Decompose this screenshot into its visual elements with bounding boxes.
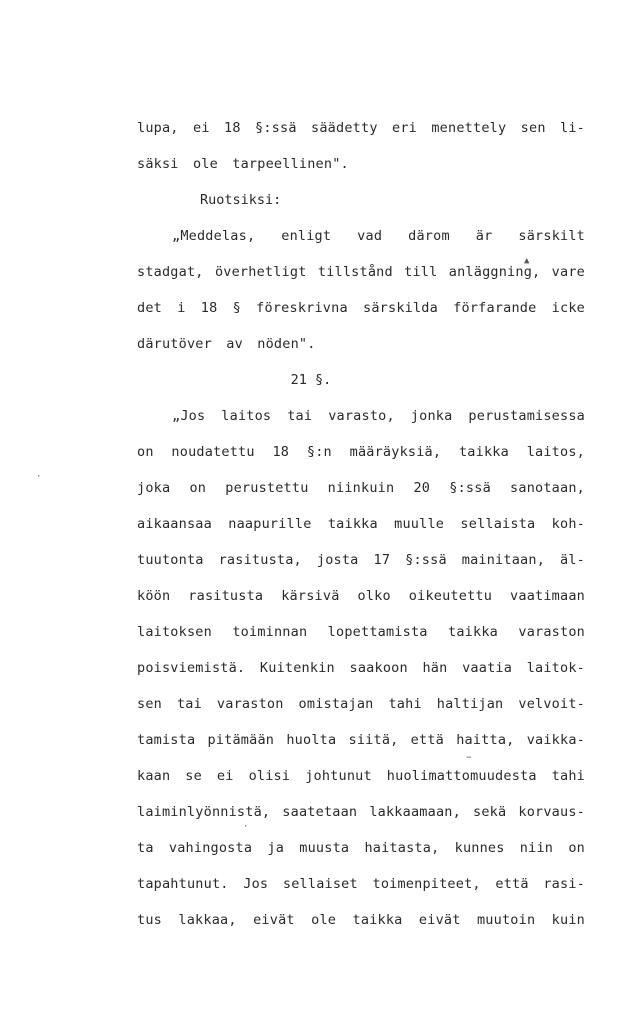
text-line: „Jos laitos tai varasto, jonka perustamisessa (172, 408, 585, 424)
text-line: on noudatettu 18 §:n määräyksiä, taikka laitos, (137, 444, 585, 460)
text-line: tuutonta rasitusta, josta 17 §:ssä mainitaan, äl- (137, 552, 585, 568)
scan-mark: · (243, 822, 249, 832)
scan-mark: · (36, 472, 42, 482)
text-line: sen tai varaston omistajan tahi haltijan velvoit- (137, 696, 585, 712)
text-line: „Meddelas, enligt vad därom är särskilt (172, 228, 585, 244)
scan-mark: ▲ (524, 256, 530, 266)
text-line: laiminlyönnistä, saatetaan lakkaamaan, sekä korvaus- (137, 804, 585, 820)
text-line: tapahtunut. Jos sellaiset toimenpiteet, että rasi- (137, 876, 585, 892)
text-line: poisviemistä. Kuitenkin saakoon hän vaatia laitok- (137, 660, 585, 676)
text-line: tus lakkaa, eivät ole taikka eivät muutoin kuin (137, 912, 585, 928)
text-line: tamista pitämään huolta siitä, että haitta, vaikka- (137, 732, 585, 748)
language-heading: Ruotsiksi: (200, 192, 282, 208)
text-line: ta vahingosta ja muusta haitasta, kunnes niin on (137, 840, 585, 856)
text-line: kaan se ei olisi johtunut huolimattomuudesta tahi (137, 768, 585, 784)
scan-mark: − (466, 753, 472, 763)
text-line: säksi ole tarpeellinen". (137, 156, 349, 172)
text-line: joka on perustettu niinkuin 20 §:ssä sanotaan, (137, 480, 585, 496)
text-line: laitoksen toiminnan lopettamista taikka varaston (137, 624, 585, 640)
text-line: det i 18 § föreskrivna särskilda förfarande icke (137, 300, 585, 316)
section-number: 21 §. (290, 372, 332, 388)
text-line: stadgat, överhetligt tillstånd till anläggning, vare (137, 264, 585, 280)
text-line: lupa, ei 18 §:ssä säädetty eri menettely sen li- (137, 120, 585, 136)
text-line: köön rasitusta kärsivä olko oikeutettu vaatimaan (137, 588, 585, 604)
text-line: därutöver av nöden". (137, 336, 316, 352)
text-line: aikaansaa naapurille taikka muulle sellaista koh- (137, 516, 585, 532)
